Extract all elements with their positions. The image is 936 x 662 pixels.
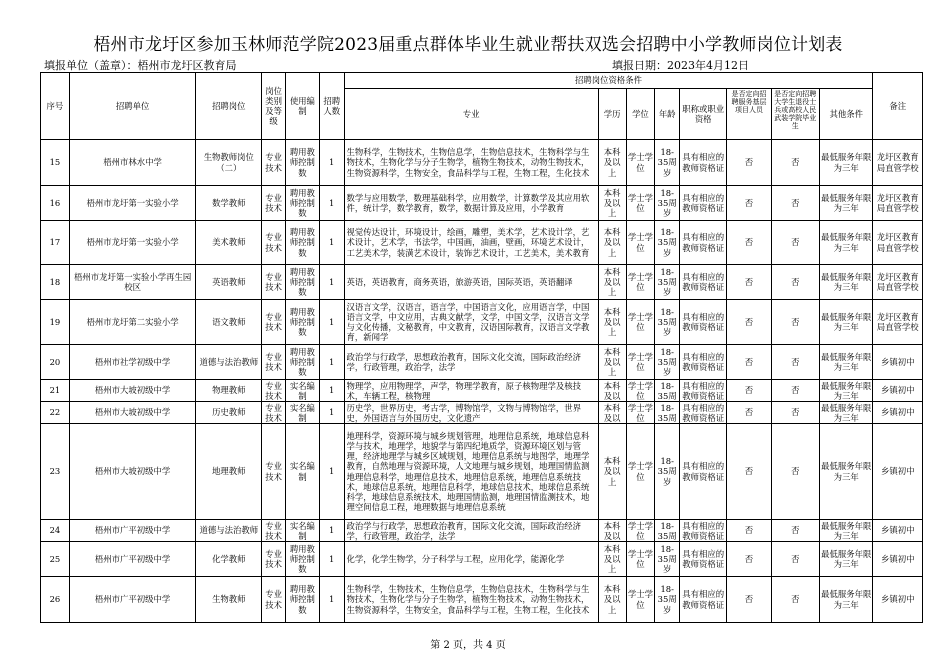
cell-remarks: 龙圩区教育局直管学校 xyxy=(873,300,923,345)
table-row xyxy=(41,265,923,300)
cell-remarks: 龙圩区教育局直管学校 xyxy=(873,140,923,186)
cell-major: 政治学与行政学，思想政治教育，国际文化交流，国际政治经济学，行政管理，政治学，法学 xyxy=(344,345,598,380)
cell-grassroots: 否 xyxy=(727,221,771,265)
cell-seq: 20 xyxy=(41,345,70,380)
table-row xyxy=(41,345,923,380)
cell-age: 18-35周岁 xyxy=(655,542,680,577)
cell-position: 英语教师 xyxy=(196,265,262,300)
cell-degree: 学士学位 xyxy=(626,300,655,345)
cell-position: 美术教师 xyxy=(196,221,262,265)
cell-remarks: 龙圩区教育局直管学校 xyxy=(873,221,923,265)
cell-degree: 学士学位 xyxy=(626,140,655,186)
cell-education: 本科及以上 xyxy=(598,542,626,577)
cell-position: 生物教师岗位（二） xyxy=(196,140,262,186)
table-row xyxy=(41,380,923,402)
cell-major: 视觉传达设计，环境设计，绘画，雕塑，美术学，艺术设计学，艺术设计，艺术学，书法学，中国画，油画，壁画，环境艺术设计，工艺美术学，装潢艺术设计，装饰艺术设计，工艺美术，美术教育 xyxy=(344,221,598,265)
cell-remarks: 乡镇初中 xyxy=(873,520,923,542)
cell-veterans: 否 xyxy=(771,345,819,380)
cell-cert: 具有相应的教师资格证 xyxy=(680,221,727,265)
page-title: 梧州市龙圩区参加玉林师范学院2023届重点群体毕业生就业帮扶双选会招聘中小学教师岗位计划表 xyxy=(93,35,843,55)
header-veterans: 是否定向招聘大学生退役士兵或高校人民武装学院毕业生 xyxy=(771,89,819,140)
cell-staffing: 聘用教师控制数 xyxy=(285,265,319,300)
cell-veterans: 否 xyxy=(771,265,819,300)
cell-cert: 具有相应的教师资格证 xyxy=(680,186,727,221)
cell-degree: 学士学位 xyxy=(627,402,653,423)
cell-degree: 学士学位 xyxy=(626,186,655,221)
cell-grassroots: 否 xyxy=(727,265,771,300)
cell-staffing: 聘用教师控制数 xyxy=(285,140,319,186)
cell-major: 历史学，世界历史，考古学，博物馆学，文物与博物馆学，世界史，外国语言与外国历史，文化遗产 xyxy=(344,402,598,424)
table-row xyxy=(41,402,923,424)
table-row xyxy=(41,186,923,221)
cell-position: 道德与法治教师 xyxy=(196,520,262,542)
table-row xyxy=(41,300,923,345)
cell-cert: 具有相应的教师资格证 xyxy=(680,520,727,542)
cell-major: 政治学与行政学，思想政治教育，国际文化交流，国际政治经济学，行政管理，政治学，法学 xyxy=(344,520,598,542)
table-row xyxy=(41,577,923,623)
cell-staffing: 实名编制 xyxy=(285,380,319,402)
cell-count: 1 xyxy=(319,345,344,380)
cell-grassroots: 否 xyxy=(727,402,771,424)
cell-employer: 梧州市社学初级中学 xyxy=(69,345,196,380)
table-row xyxy=(41,542,923,577)
cell-count: 1 xyxy=(319,221,344,265)
cell-cert: 具有相应的教师资格证 xyxy=(680,140,727,186)
cell-employer: 梧州市林水中学 xyxy=(69,140,196,186)
cell-veterans: 否 xyxy=(771,140,819,186)
cell-cert: 具有相应的教师资格证 xyxy=(680,402,727,424)
cell-age: 18-35周岁 xyxy=(655,300,680,345)
cell-other: 最低服务年限为三年 xyxy=(819,345,873,380)
header-remarks: 备注 xyxy=(873,73,923,140)
cell-category: 专业技术 xyxy=(262,577,286,623)
header-employer: 招聘单位 xyxy=(69,73,196,140)
cell-staffing: 聘用教师控制数 xyxy=(285,542,319,577)
cell-position: 化学教师 xyxy=(196,542,262,577)
cell-position: 地理教师 xyxy=(196,424,262,520)
cell-education: 本科及以 xyxy=(598,380,626,402)
cell-degree: 学士学位 xyxy=(626,577,655,623)
header-major: 专业 xyxy=(344,89,598,140)
cell-degree: 学士学位 xyxy=(626,424,655,520)
cell-staffing: 实名编制 xyxy=(285,402,319,424)
cell-seq: 25 xyxy=(41,542,70,577)
cell-other: 最低服务年限为三年 xyxy=(821,520,872,541)
cell-veterans: 否 xyxy=(771,221,819,265)
cell-category: 专业技术 xyxy=(262,402,286,424)
cell-cert: 具有相应的教师资格证 xyxy=(680,345,727,380)
table-row xyxy=(41,520,923,542)
cell-position: 语文教师 xyxy=(196,300,262,345)
header-category: 岗位类别及等级 xyxy=(262,73,286,140)
cell-veterans: 否 xyxy=(771,542,819,577)
cell-education: 本科及以上 xyxy=(598,140,626,186)
cell-employer: 梧州市大坡初级中学 xyxy=(69,402,196,424)
cell-seq: 23 xyxy=(41,424,70,520)
cell-seq: 19 xyxy=(41,300,70,345)
header-seq: 序号 xyxy=(41,73,70,140)
cell-seq: 16 xyxy=(41,186,70,221)
cell-remarks: 乡镇初中 xyxy=(873,424,923,520)
cell-degree: 学士学位 xyxy=(626,345,655,380)
cell-major: 数学与应用数学，数理基础科学，应用数学，计算数学及其应用软件，统计学，数学教育，数学，数据计算及应用，小学教育 xyxy=(344,186,598,221)
cell-category: 专业技术 xyxy=(262,186,286,221)
cell-remarks: 乡镇初中 xyxy=(873,380,923,402)
cell-remarks: 乡镇初中 xyxy=(873,345,923,380)
cell-staffing: 聘用教师控制数 xyxy=(285,221,319,265)
cell-major: 物理学，应用物理学，声学，物理学教育，原子核物理学及核技术，车辆工程，核物理 xyxy=(344,380,598,402)
cell-count: 1 xyxy=(319,380,344,402)
cell-seq: 21 xyxy=(41,380,70,402)
cell-remarks: 龙圩区教育局直管学校 xyxy=(873,186,923,221)
cell-staffing: 实名编制 xyxy=(285,520,319,542)
cell-other: 最低服务年限为三年 xyxy=(821,380,872,401)
cell-veterans: 否 xyxy=(771,577,819,623)
cell-employer: 梧州市龙圩第一实验小学再生园校区 xyxy=(69,265,196,300)
cell-degree: 学士学位 xyxy=(626,542,655,577)
reporting-unit: 填报单位（盖章）：梧州市龙圩区教育局 xyxy=(44,59,237,72)
cell-category: 专业技术 xyxy=(262,542,286,577)
table-row xyxy=(41,424,923,520)
cell-age: 18-35周岁 xyxy=(655,345,680,380)
cell-category: 专业技术 xyxy=(262,300,286,345)
cell-seq: 18 xyxy=(41,265,70,300)
cell-employer: 梧州市龙圩第一实验小学 xyxy=(69,186,196,221)
cell-position: 物理教师 xyxy=(196,380,262,402)
cell-staffing: 聘用教师控制数 xyxy=(285,345,319,380)
cell-other: 最低服务年限为三年 xyxy=(819,186,873,221)
cell-education: 本科及以上 xyxy=(598,221,626,265)
cell-remarks: 乡镇初中 xyxy=(873,577,923,623)
cell-major: 生物科学，生物技术，生物信息学，生物信息技术，生物科学与生物技术，生物化学与分子生物学，植物生物技术，动物生物技术，生物资源科学，生物安全，食品科学与工程，生物工程，生化技术 xyxy=(344,577,598,623)
cell-count: 1 xyxy=(319,424,344,520)
cell-veterans: 否 xyxy=(771,380,819,402)
cell-employer: 梧州市广平初级中学 xyxy=(69,577,196,623)
cell-education: 本科及以上 xyxy=(598,577,626,623)
cell-age: 18-35周岁 xyxy=(655,577,680,623)
header-age: 年龄 xyxy=(655,89,680,140)
cell-grassroots: 否 xyxy=(727,300,771,345)
cell-position: 数学教师 xyxy=(196,186,262,221)
cell-cert: 具有相应的教师资格证 xyxy=(680,265,727,300)
header-grassroots: 是否定向招聘服务基层项目人员 xyxy=(727,89,771,140)
cell-count: 1 xyxy=(319,300,344,345)
cell-category: 专业技术 xyxy=(262,265,286,300)
cell-age: 18-35周岁 xyxy=(655,221,680,265)
cell-veterans: 否 xyxy=(771,186,819,221)
page-footer: 第 2 页，共 4 页 xyxy=(430,640,506,651)
recruitment-table xyxy=(40,72,923,623)
cell-major: 英语，英语教育，商务英语，旅游英语，国际英语，英语翻译 xyxy=(344,265,598,300)
cell-education: 本科及以上 xyxy=(598,265,626,300)
cell-education: 本科及以上 xyxy=(598,186,626,221)
cell-degree: 学士学位 xyxy=(626,265,655,300)
cell-cert: 具有相应的教师资格证 xyxy=(680,380,727,402)
cell-employer: 梧州市大坡初级中学 xyxy=(69,424,196,520)
cell-employer: 梧州市龙圩第二实验小学 xyxy=(69,300,196,345)
cell-age: 18-35周岁 xyxy=(655,140,680,186)
cell-position: 历史教师 xyxy=(196,402,262,424)
table-row xyxy=(41,140,923,186)
cell-position: 道德与法治教师 xyxy=(196,345,262,380)
cell-education: 本科及以上 xyxy=(598,424,626,520)
cell-degree: 学士学位 xyxy=(627,520,653,541)
cell-grassroots: 否 xyxy=(727,577,771,623)
cell-employer: 梧州市大坡初级中学 xyxy=(69,380,196,402)
cell-veterans: 否 xyxy=(771,520,819,542)
cell-age: 18-35周 xyxy=(655,380,680,402)
cell-count: 1 xyxy=(319,402,344,424)
cell-seq: 17 xyxy=(41,221,70,265)
cell-age: 18-35周岁 xyxy=(655,424,680,520)
cell-education: 本科及以 xyxy=(598,402,626,424)
cell-grassroots: 否 xyxy=(727,542,771,577)
cell-category: 专业技术 xyxy=(262,345,286,380)
table-row xyxy=(41,221,923,265)
cell-staffing: 聘用教师控制数 xyxy=(285,300,319,345)
cell-other: 最低服务年限为三年 xyxy=(819,221,873,265)
cell-other: 最低服务年限为三年 xyxy=(819,424,873,520)
cell-veterans: 否 xyxy=(771,300,819,345)
cell-employer: 梧州市广平初级中学 xyxy=(69,520,196,542)
cell-major: 汉语言文学，汉语言，语言学，中国语言文化，应用语言学，中国语言文学，中文应用，古典文献学，文学，中国文学，汉语言文学与文化传播，文秘教育，中文教育，汉语国际教育，汉语言文学教育，新闻学 xyxy=(344,300,598,345)
cell-count: 1 xyxy=(319,577,344,623)
cell-age: 18-35周岁 xyxy=(655,265,680,300)
cell-remarks: 龙圩区教育局直管学校 xyxy=(873,265,923,300)
cell-education: 本科及以 xyxy=(598,520,626,542)
cell-veterans: 否 xyxy=(771,424,819,520)
cell-count: 1 xyxy=(319,140,344,186)
cell-count: 1 xyxy=(319,520,344,542)
cell-staffing: 聘用教师控制数 xyxy=(285,186,319,221)
cell-major: 化学，化学生物学，分子科学与工程，应用化学，能源化学 xyxy=(344,542,598,577)
cell-age: 18-35周 xyxy=(655,520,680,542)
cell-category: 专业技术 xyxy=(262,520,286,542)
cell-grassroots: 否 xyxy=(727,140,771,186)
cell-category: 专业技术 xyxy=(262,424,286,520)
cell-position: 生物教师 xyxy=(196,577,262,623)
cell-seq: 26 xyxy=(41,577,70,623)
cell-category: 专业技术 xyxy=(262,140,286,186)
cell-age: 18-35周 xyxy=(655,402,680,424)
cell-seq: 15 xyxy=(41,140,70,186)
cell-major: 地理科学，资源环境与城乡规划管理，地理信息系统，地球信息科学与技术，地理学，地貌学与第四纪地质学，资源环境区划与管理，经济地理学与城乡区域规划，地理信息系统与地图学，地理学教育，自然地理与资源环境，人文地理与城乡规划，地理国情监测地理信息科学，地理信息技术，地理信息系统，地理信息系统技术，地球信息系统，地理信息科学，地球信息技术，地球信息系统科学，地球信息系统技术，地理国情监测，地理国情监测技术，地理空间信息工程，地理数据与地理信息系统 xyxy=(344,424,598,520)
header-education: 学历 xyxy=(598,89,626,140)
cell-cert: 具有相应的教师资格证 xyxy=(680,300,727,345)
cell-count: 1 xyxy=(319,542,344,577)
reporting-date: 填报日期：2023年4月12日 xyxy=(612,59,749,72)
header-cert: 职称或职业资格 xyxy=(680,89,727,140)
cell-grassroots: 否 xyxy=(727,380,771,402)
cell-other: 最低服务年限为三年 xyxy=(819,542,873,577)
cell-other: 最低服务年限为三年 xyxy=(819,300,873,345)
cell-staffing: 聘用教师控制数 xyxy=(285,577,319,623)
cell-education: 本科及以上 xyxy=(598,345,626,380)
cell-degree: 学士学位 xyxy=(627,380,653,401)
cell-other: 最低服务年限为三年 xyxy=(821,402,872,423)
cell-employer: 梧州市龙圩第一实验小学 xyxy=(69,221,196,265)
cell-grassroots: 否 xyxy=(727,424,771,520)
cell-remarks: 乡镇初中 xyxy=(873,542,923,577)
cell-other: 最低服务年限为三年 xyxy=(819,577,873,623)
cell-veterans: 否 xyxy=(771,402,819,424)
header-position: 招聘岗位 xyxy=(196,73,262,140)
header-other: 其他条件 xyxy=(819,89,873,140)
header-degree: 学位 xyxy=(626,89,655,140)
header-qualifications: 招聘岗位资格条件 xyxy=(344,73,873,89)
cell-other: 最低服务年限为三年 xyxy=(819,265,873,300)
cell-age: 18-35周岁 xyxy=(655,186,680,221)
cell-staffing: 实名编制 xyxy=(285,424,319,520)
cell-grassroots: 否 xyxy=(727,345,771,380)
header-staffing: 使用编制 xyxy=(285,73,319,140)
cell-category: 专业技术 xyxy=(262,380,286,402)
header-count: 招聘人数 xyxy=(319,73,344,140)
cell-remarks: 乡镇初中 xyxy=(873,402,923,424)
cell-seq: 22 xyxy=(41,402,70,424)
cell-other: 最低服务年限为三年 xyxy=(819,140,873,186)
cell-grassroots: 否 xyxy=(727,520,771,542)
cell-cert: 具有相应的教师资格证 xyxy=(680,577,727,623)
cell-seq: 24 xyxy=(41,520,70,542)
cell-count: 1 xyxy=(319,186,344,221)
cell-category: 专业技术 xyxy=(262,221,286,265)
cell-degree: 学士学位 xyxy=(626,221,655,265)
cell-count: 1 xyxy=(319,265,344,300)
cell-grassroots: 否 xyxy=(727,186,771,221)
cell-major: 生物科学，生物技术，生物信息学，生物信息技术，生物科学与生物技术，生物化学与分子生物学，植物生物技术，动物生物技术，生物资源科学，生物安全，食品科学与工程，生物工程，生化技术 xyxy=(344,140,598,186)
cell-cert: 具有相应的教师资格证 xyxy=(680,424,727,520)
cell-employer: 梧州市广平初级中学 xyxy=(69,542,196,577)
cell-education: 本科及以上 xyxy=(598,300,626,345)
cell-cert: 具有相应的教师资格证 xyxy=(680,542,727,577)
